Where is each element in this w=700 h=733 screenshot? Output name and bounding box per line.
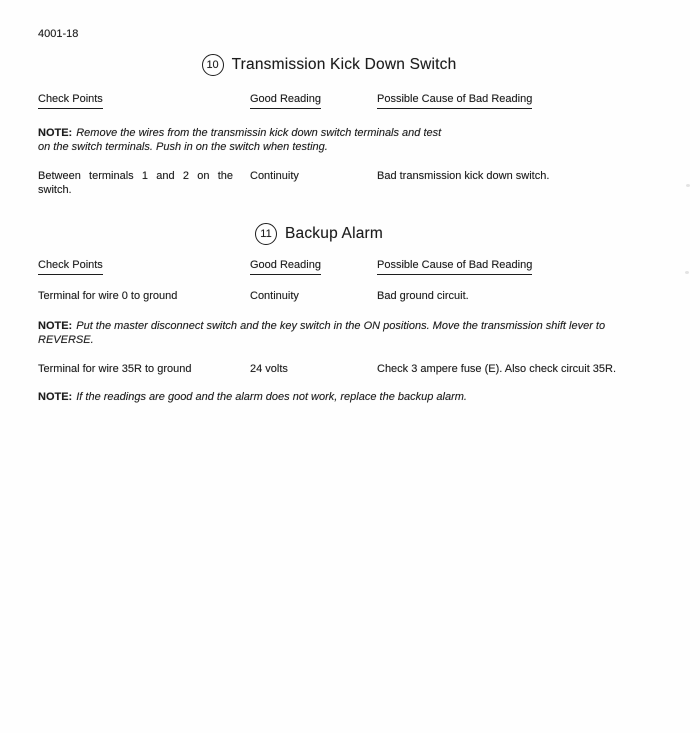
section-title: Backup Alarm [284, 225, 384, 242]
column-header-good-reading: Good Reading [250, 92, 321, 109]
scan-speckle [686, 184, 690, 187]
scan-speckle [685, 271, 689, 274]
cell-good-reading: Continuity [250, 290, 299, 302]
cell-check-point: Terminal for wire 0 to ground [38, 290, 178, 302]
section-heading [38, 223, 662, 245]
note-master-disconnect [38, 319, 636, 347]
section-number-badge: 10 [202, 54, 224, 76]
note-label: NOTE: [38, 127, 73, 139]
note-text: If the readings are good and the alarm does not work, replace the backup alarm. [76, 391, 467, 403]
cell-possible-cause: Check 3 ampere fuse (E). Also check circuit 35R. [377, 363, 617, 375]
note-label: NOTE: [38, 391, 73, 403]
cell-possible-cause: Bad ground circuit. [377, 290, 469, 302]
column-header-check-points: Check Points [38, 92, 103, 109]
page-number: 4001-18 [38, 28, 79, 40]
cell-possible-cause: Bad transmission kick down switch. [377, 170, 550, 182]
table-row [38, 362, 662, 376]
cell-check-point: Between terminals 1 and 2 on the switch. [38, 170, 233, 196]
section-transmission-kick-down-switch [38, 54, 662, 197]
table-row [38, 289, 662, 303]
section-number-badge: 11 [255, 223, 277, 245]
cell-good-reading: Continuity [250, 170, 299, 182]
column-header-good-reading: Good Reading [250, 258, 321, 275]
column-header-possible-cause: Possible Cause of Bad Reading [377, 92, 532, 109]
note-replace-alarm [38, 390, 662, 404]
cell-good-reading: 24 volts [250, 363, 288, 375]
column-header-possible-cause: Possible Cause of Bad Reading [377, 258, 532, 275]
table-header-row [38, 92, 662, 109]
cell-check-point: Terminal for wire 35R to ground [38, 363, 192, 375]
page-content [38, 0, 662, 404]
note-text: Remove the wires from the transmissin kick down switch terminals and test on the switch terminals. Push in on the switch when testing. [38, 127, 442, 153]
table-row [38, 169, 662, 197]
note-text: Put the master disconnect switch and the key switch in the ON positions. Move the transmission shift lever to REVERSE. [38, 320, 606, 346]
table-header-row [38, 258, 662, 275]
section-heading [38, 54, 662, 76]
note-remove-wires [38, 126, 454, 154]
column-header-check-points: Check Points [38, 258, 103, 275]
note-label: NOTE: [38, 320, 73, 332]
section-backup-alarm [38, 223, 662, 404]
section-title: Transmission Kick Down Switch [231, 56, 457, 73]
